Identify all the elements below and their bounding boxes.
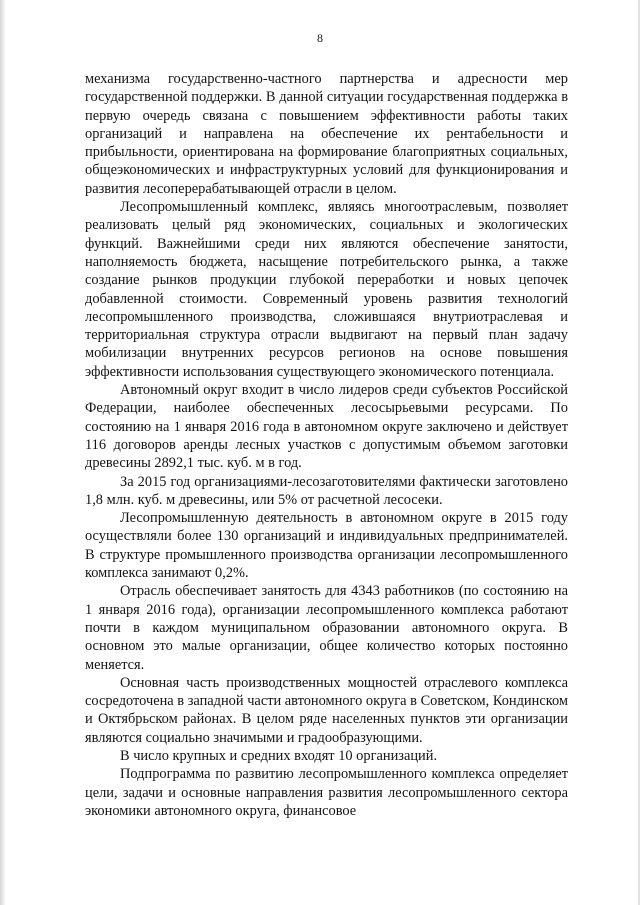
paragraph-8: В число крупных и средних входят 10 организаций.: [120, 747, 438, 764]
paragraph-2: Лесопромышленный комплекс, являясь многоотраслевым, позволяет реализовать целый ряд экономических, социальных и экологических функций. Важнейшими среди них являются обеспечение занятости, наполняемость бюджета, насыщение потребительского рынка, а также создание рынков продукции глубокой переработки и новых цепочек добавленной стоимости. Современный уровень развития технологий лесопромышленного производства, сложившаяся внутриотраслевая и территориальная структура отрасли выдвигают на первый план задачу мобилизации внутренних ресурсов регионов на основе повышения эффективности использования существующего экономического потенциала.: [85, 199, 568, 380]
paragraph-6: Отрасль обеспечивает занятость для 4343 работников (по состоянию на 1 января 2016 года), организации лесопромышленного комплекса работают почти в каждом муниципальном образовании автономного округа. В основном это малые организации, общее количество которых постоянно меняется.: [85, 583, 568, 673]
paragraph-4: За 2015 год организациями-лесозаготовителями фактически заготовлено 1,8 млн. куб. м древесины, или 5% от расчетной лесосеки.: [85, 473, 568, 508]
paragraph-9: Подпрограмма по развитию лесопромышленного комплекса определяет цели, задачи и основные направления развития лесопромышленного сектора экономики автономного округа, финансовое: [85, 766, 568, 819]
paragraph-5: Лесопромышленную деятельность в автономном округе в 2015 году осуществляли более 130 организаций и индивидуальных предпринимателей. В структуре промышленного производства организации лесопромышленного комплекса занимают 0,2%.: [85, 510, 568, 582]
paragraph-7: Основная часть производственных мощностей отраслевого комплекса сосредоточена в западной части автономного округа в Советском, Кондинском и Октябрьском районах. В целом ряде населенных пунктов эти организации являются социально значимыми и градообразующими.: [85, 674, 568, 746]
paragraph-3: Автономный округ входит в число лидеров среди субъектов Российской Федерации, наиболее обеспеченных лесосырьевыми ресурсами. По состоянию на 1 января 2016 года в автономном округе заключено и действует 116 договоров аренды лесных участков с допустимым объемом заготовки древесины 2892,1 тыс. куб. м в год.: [85, 382, 568, 472]
page-number: 8: [317, 31, 323, 45]
paragraph-1: механизма государственно-частного партнерства и адресности мер государственной поддержки. В данной ситуации государственная поддержка в первую очередь связана с повышением эффективности работы таких организаций и направлена на обеспечение их рентабельности и прибыльности, ориентирована на формирование благоприятных социальных, общеэкономических и инфраструктурных условий для функционирования и развития лесоперерабатывающей отрасли в целом.: [85, 71, 568, 197]
document-body: [85, 70, 568, 820]
scan-edge-left: [0, 0, 6, 905]
